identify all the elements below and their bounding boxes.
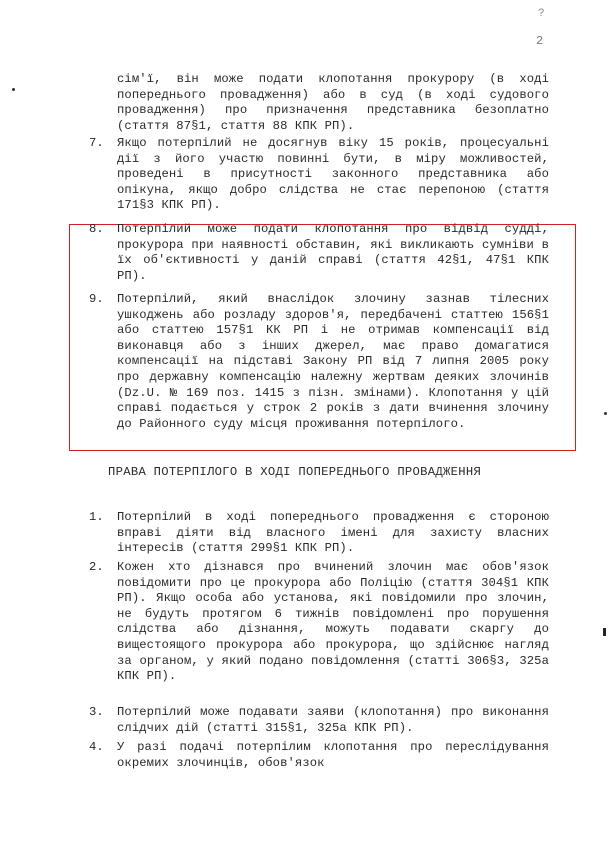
item-number: 4. xyxy=(89,740,104,754)
item-text: Якщо потерпілий не досягнув віку 15 років, процесуальні дії з його участю повинні бути, в міру можливостей, проведені в присутності законного представника або опікуна, якщо добро слідства не стає перепоною (стаття 171§3 КПК РП). xyxy=(117,136,549,213)
intro-paragraph: сім'ї, він може подати клопотання прокурору (в ході попереднього провадження) або в суд (в ході судового провадження) про призначення представника безоплатно (стаття 87§1, стаття 88 КПК РП). xyxy=(117,72,549,133)
item-text: Потерпілий в ході попереднього провадження є стороною вправі діяти від власного імені для захисту власних інтересів (стаття 299§1 КПК РП). xyxy=(117,510,549,556)
item-text: У разі подачі потерпілим клопотання про переслідування окремих злочинців, обов'язок xyxy=(117,740,549,770)
section-heading: ПРАВА ПОТЕРПІЛОГО В ХОДІ ПОПЕРЕДНЬОГО ПРОВАДЖЕННЯ xyxy=(108,465,482,479)
item-number: 3. xyxy=(89,705,104,719)
scan-speck xyxy=(604,412,607,415)
scan-speck xyxy=(12,88,15,91)
item-number: 1. xyxy=(89,510,104,524)
scan-edge-mark xyxy=(603,628,606,636)
item-number: 8. xyxy=(89,222,104,236)
item-text: Потерпілий може подати клопотання про відвід судді, прокурора при наявності обставин, які викликають сумніви в їх об'єктивності у даній справі (стаття 42§1, 47§1 КПК РП). xyxy=(117,222,549,283)
item-text: Потерпілий може подавати заяви (клопотання) про виконання слідчих дій (статті 315§1, 325а КПК РП). xyxy=(117,705,549,735)
corner-mark: ? xyxy=(538,8,545,20)
item-text: Потерпілий, який внаслідок злочину зазнав тілесних ушкоджень або розладу здоров'я, передбачені статтею 156§1 або статтею 157§1 КК РП і не отримав компенсації від виконавця або з інших джерел, має право домагатися компенсації на підставі Закону РП від 7 липня 2005 року про державну компенсацію належну жертвам деяких злочинів (Dz.U. № 169 поз. 1415 з пізн. змінами). Клопотання у цій справі подається у строк 2 років з дати вчинення злочину до Районного суду місця проживання потерпілого. xyxy=(117,292,549,431)
item-number: 7. xyxy=(89,136,104,150)
item-text: Кожен хто дізнався про вчинений злочин має обов'язок повідомити про це прокурора або Поліцію (стаття 304§1 КПК РП). Якщо особа або установа, які повідомили про злочин, не будуть протягом 6 тижнів повідомлені про порушення слідства або дізнання, можуть подавати скаргу до вищестоящого прокурора або прокурора, що здійснює нагляд за органом, у який подано повідомлення (статті 306§3, 325а КПК РП). xyxy=(117,560,549,684)
item-number: 2. xyxy=(89,560,104,574)
item-number: 9. xyxy=(89,292,104,306)
page-number: 2 xyxy=(536,34,544,48)
